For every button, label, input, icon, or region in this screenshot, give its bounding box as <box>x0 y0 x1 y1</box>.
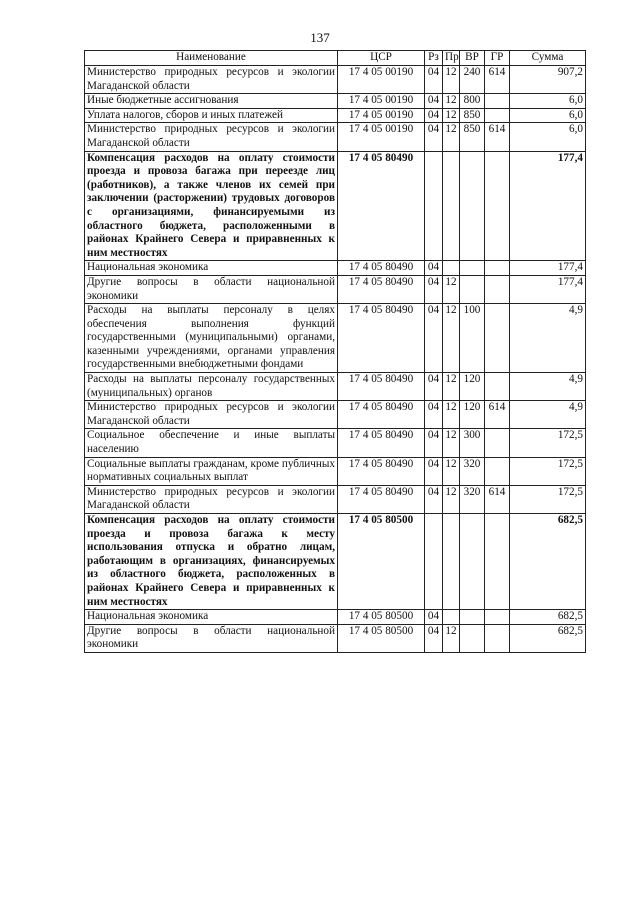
row-sum-cell: 177,4 <box>510 275 586 303</box>
row-csr-cell: 17 4 05 00190 <box>338 66 425 94</box>
row-csr-cell: 17 4 05 80490 <box>338 373 425 401</box>
row-vr-cell: 120 <box>460 401 485 429</box>
row-name-cell: Уплата налогов, сборов и иных платежей <box>85 108 338 123</box>
row-name-cell: Расходы на выплаты персоналу государственных (муниципальных) органов <box>85 373 338 401</box>
row-pr-cell: 12 <box>443 457 460 485</box>
row-name-cell: Компенсация расходов на оплату стоимости проезда и провоза багажа при переезде лиц (работников), а также членов их семей при заключении (расторжении) трудовых договоров с организациями, финансируемыми из областного бюджета, расположенными в районах Крайнего Севера и приравненных к ним местностях <box>85 151 338 261</box>
row-sum-cell: 172,5 <box>510 429 586 457</box>
header-pr: Пр <box>443 51 460 66</box>
row-name-cell: Компенсация расходов на оплату стоимости проезда и провоза багажа к месту использования отпуска и обратно лицам, работающим в организациях, финансируемых из областного бюджета, расположенных в районах Крайнего Севера и приравненных к ним местностях <box>85 514 338 610</box>
row-sum-cell: 172,5 <box>510 457 586 485</box>
row-pr-cell: 12 <box>443 429 460 457</box>
table-row <box>85 275 586 303</box>
row-csr-cell: 17 4 05 80500 <box>338 514 425 610</box>
row-sum-cell: 6,0 <box>510 123 586 151</box>
row-rz-cell: 04 <box>425 373 443 401</box>
row-rz-cell: 04 <box>425 401 443 429</box>
row-vr-cell <box>460 514 485 610</box>
row-gr-cell <box>485 261 510 276</box>
row-rz-cell: 04 <box>425 485 443 513</box>
row-sum-cell: 6,0 <box>510 108 586 123</box>
row-rz-cell: 04 <box>425 94 443 109</box>
row-pr-cell: 12 <box>443 401 460 429</box>
row-pr-cell: 12 <box>443 94 460 109</box>
row-csr-cell: 17 4 05 80490 <box>338 401 425 429</box>
row-vr-cell <box>460 261 485 276</box>
row-name-cell: Министерство природных ресурсов и экологии Магаданской области <box>85 123 338 151</box>
row-vr-cell: 320 <box>460 485 485 513</box>
table-body <box>85 66 586 653</box>
row-vr-cell: 800 <box>460 94 485 109</box>
row-gr-cell <box>485 429 510 457</box>
row-rz-cell: 04 <box>425 304 443 373</box>
row-sum-cell: 177,4 <box>510 151 586 261</box>
row-rz-cell: 04 <box>425 66 443 94</box>
table-row <box>85 401 586 429</box>
table-row <box>85 123 586 151</box>
row-pr-cell: 12 <box>443 373 460 401</box>
table-row <box>85 485 586 513</box>
table-header <box>85 51 586 66</box>
budget-table <box>84 50 586 653</box>
row-vr-cell <box>460 151 485 261</box>
table-row <box>85 457 586 485</box>
row-rz-cell: 04 <box>425 624 443 652</box>
table-row <box>85 514 586 610</box>
row-gr-cell <box>485 304 510 373</box>
row-sum-cell: 4,9 <box>510 373 586 401</box>
row-pr-cell: 12 <box>443 66 460 94</box>
row-vr-cell <box>460 275 485 303</box>
row-pr-cell <box>443 261 460 276</box>
row-csr-cell: 17 4 05 00190 <box>338 94 425 109</box>
row-pr-cell: 12 <box>443 304 460 373</box>
row-pr-cell <box>443 610 460 625</box>
row-sum-cell: 177,4 <box>510 261 586 276</box>
row-name-cell: Расходы на выплаты персоналу в целях обеспечения выполнения функций государственными (муниципальными) органами, казенными учреждениями, органами управления государственными внебюджетными фондами <box>85 304 338 373</box>
row-rz-cell: 04 <box>425 108 443 123</box>
row-vr-cell: 240 <box>460 66 485 94</box>
row-vr-cell: 850 <box>460 108 485 123</box>
header-gr: ГР <box>485 51 510 66</box>
row-gr-cell <box>485 151 510 261</box>
row-csr-cell: 17 4 05 00190 <box>338 123 425 151</box>
header-csr: ЦСР <box>338 51 425 66</box>
row-pr-cell: 12 <box>443 485 460 513</box>
table-row <box>85 624 586 652</box>
row-pr-cell <box>443 151 460 261</box>
row-csr-cell: 17 4 05 80490 <box>338 304 425 373</box>
row-csr-cell: 17 4 05 80500 <box>338 610 425 625</box>
row-vr-cell: 120 <box>460 373 485 401</box>
row-gr-cell <box>485 624 510 652</box>
row-sum-cell: 682,5 <box>510 514 586 610</box>
row-gr-cell <box>485 275 510 303</box>
row-sum-cell: 682,5 <box>510 610 586 625</box>
row-gr-cell <box>485 108 510 123</box>
row-name-cell: Другие вопросы в области национальной экономики <box>85 624 338 652</box>
row-name-cell: Национальная экономика <box>85 261 338 276</box>
row-name-cell: Министерство природных ресурсов и экологии Магаданской области <box>85 66 338 94</box>
row-csr-cell: 17 4 05 80490 <box>338 429 425 457</box>
row-rz-cell <box>425 151 443 261</box>
row-sum-cell: 682,5 <box>510 624 586 652</box>
row-sum-cell: 172,5 <box>510 485 586 513</box>
row-pr-cell: 12 <box>443 275 460 303</box>
table-row <box>85 373 586 401</box>
row-name-cell: Министерство природных ресурсов и экологии Магаданской области <box>85 485 338 513</box>
row-gr-cell: 614 <box>485 485 510 513</box>
row-sum-cell: 6,0 <box>510 94 586 109</box>
row-vr-cell: 300 <box>460 429 485 457</box>
table-row <box>85 108 586 123</box>
row-name-cell: Другие вопросы в области национальной экономики <box>85 275 338 303</box>
page-number: 137 <box>310 30 330 45</box>
row-gr-cell <box>485 457 510 485</box>
row-rz-cell: 04 <box>425 457 443 485</box>
row-csr-cell: 17 4 05 80490 <box>338 275 425 303</box>
row-name-cell: Иные бюджетные ассигнования <box>85 94 338 109</box>
row-vr-cell: 850 <box>460 123 485 151</box>
row-csr-cell: 17 4 05 80490 <box>338 485 425 513</box>
row-csr-cell: 17 4 05 80500 <box>338 624 425 652</box>
header-sum: Сумма <box>510 51 586 66</box>
row-name-cell: Социальное обеспечение и иные выплаты населению <box>85 429 338 457</box>
table-row <box>85 610 586 625</box>
row-name-cell: Министерство природных ресурсов и экологии Магаданской области <box>85 401 338 429</box>
row-csr-cell: 17 4 05 80490 <box>338 457 425 485</box>
row-rz-cell: 04 <box>425 261 443 276</box>
row-gr-cell <box>485 610 510 625</box>
row-gr-cell <box>485 94 510 109</box>
row-vr-cell <box>460 624 485 652</box>
row-csr-cell: 17 4 05 00190 <box>338 108 425 123</box>
row-rz-cell: 04 <box>425 275 443 303</box>
row-rz-cell: 04 <box>425 123 443 151</box>
row-sum-cell: 4,9 <box>510 304 586 373</box>
row-name-cell: Национальная экономика <box>85 610 338 625</box>
row-csr-cell: 17 4 05 80490 <box>338 151 425 261</box>
row-pr-cell: 12 <box>443 123 460 151</box>
row-rz-cell <box>425 514 443 610</box>
row-pr-cell <box>443 514 460 610</box>
row-gr-cell: 614 <box>485 66 510 94</box>
row-gr-cell <box>485 514 510 610</box>
table-row <box>85 151 586 261</box>
header-vr: ВР <box>460 51 485 66</box>
row-pr-cell: 12 <box>443 624 460 652</box>
row-vr-cell: 100 <box>460 304 485 373</box>
row-csr-cell: 17 4 05 80490 <box>338 261 425 276</box>
row-pr-cell: 12 <box>443 108 460 123</box>
row-gr-cell: 614 <box>485 401 510 429</box>
row-sum-cell: 4,9 <box>510 401 586 429</box>
header-name: Наименование <box>85 51 338 66</box>
row-vr-cell <box>460 610 485 625</box>
header-rz: Рз <box>425 51 443 66</box>
row-name-cell: Социальные выплаты гражданам, кроме публичных нормативных социальных выплат <box>85 457 338 485</box>
table-row <box>85 66 586 94</box>
row-rz-cell: 04 <box>425 429 443 457</box>
table-row <box>85 94 586 109</box>
table-row <box>85 261 586 276</box>
row-sum-cell: 907,2 <box>510 66 586 94</box>
row-rz-cell: 04 <box>425 610 443 625</box>
row-vr-cell: 320 <box>460 457 485 485</box>
row-gr-cell: 614 <box>485 123 510 151</box>
table-row <box>85 304 586 373</box>
row-gr-cell <box>485 373 510 401</box>
table-row <box>85 429 586 457</box>
